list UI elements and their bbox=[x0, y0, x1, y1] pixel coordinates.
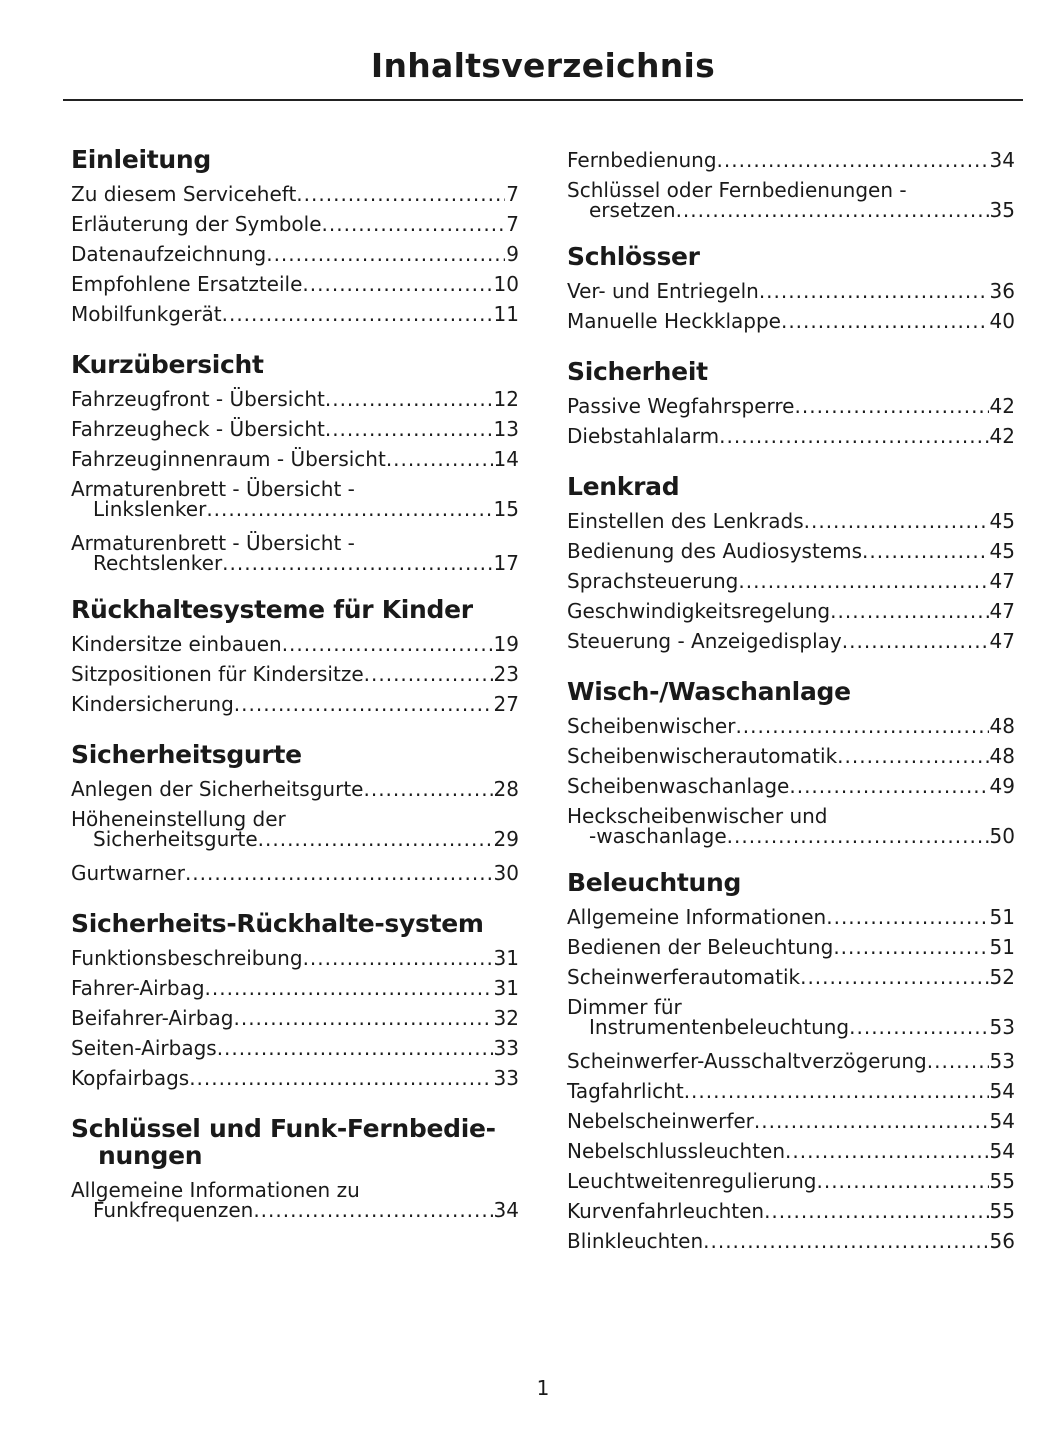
toc-section bbox=[71, 351, 519, 574]
dot-leader bbox=[816, 1166, 988, 1196]
entry-title-continued: Funkfrequenzen bbox=[93, 1198, 254, 1222]
toc-entry[interactable] bbox=[567, 391, 1015, 421]
entry-title: Kurvenfahrleuchten bbox=[567, 1199, 765, 1223]
dot-leader bbox=[759, 276, 989, 306]
toc-entry[interactable] bbox=[567, 771, 1015, 801]
entry-row bbox=[71, 239, 519, 269]
entry-page: 19 bbox=[493, 632, 519, 656]
entry-page: 55 bbox=[989, 1169, 1015, 1193]
dot-leader bbox=[727, 825, 989, 847]
entry-title: Passive Wegfahrsperre bbox=[567, 394, 795, 418]
entry-title: Steuerung - Anzeigedisplay bbox=[567, 629, 842, 653]
section-heading: Beleuchtung bbox=[567, 868, 742, 897]
toc-entry[interactable] bbox=[567, 276, 1015, 306]
dot-leader bbox=[800, 962, 988, 992]
entry-page: 48 bbox=[989, 744, 1015, 768]
entry-title: Sprachsteuerung bbox=[567, 569, 739, 593]
entry-row bbox=[567, 1136, 1015, 1166]
entry-title: Kopfairbags bbox=[71, 1066, 190, 1090]
entry-title: Zu diesem Serviceheft bbox=[71, 182, 297, 206]
entry-title: Geschwindigkeitsregelung bbox=[567, 599, 831, 623]
dot-leader bbox=[927, 1046, 989, 1076]
toc-entry[interactable] bbox=[567, 711, 1015, 741]
toc-left-column bbox=[71, 146, 519, 1243]
toc-section bbox=[567, 678, 1015, 847]
entry-title: Scheibenwaschanlage bbox=[567, 774, 790, 798]
entry-row bbox=[567, 1046, 1015, 1076]
section-heading: Kurzübersicht bbox=[71, 350, 264, 379]
entry-title: Höheneinstellung der bbox=[71, 807, 286, 831]
toc-right-column bbox=[567, 145, 1015, 1278]
toc-entry[interactable] bbox=[71, 689, 519, 719]
toc-entry[interactable] bbox=[71, 629, 519, 659]
dot-leader bbox=[322, 209, 506, 239]
entry-page: 10 bbox=[493, 272, 519, 296]
dot-leader bbox=[795, 391, 989, 421]
dot-leader bbox=[785, 1136, 989, 1166]
toc-entry[interactable] bbox=[71, 804, 519, 850]
entry-page: 7 bbox=[506, 182, 519, 206]
toc-entry[interactable] bbox=[567, 421, 1015, 451]
entry-row bbox=[71, 858, 519, 888]
entry-page: 47 bbox=[989, 629, 1015, 653]
toc-entry[interactable] bbox=[71, 943, 519, 973]
entry-page: 9 bbox=[506, 242, 519, 266]
toc-entry[interactable] bbox=[71, 269, 519, 299]
toc-entry[interactable] bbox=[71, 1063, 519, 1093]
entry-page: 31 bbox=[493, 976, 519, 1000]
toc-section bbox=[567, 869, 1015, 1256]
dot-leader bbox=[189, 1063, 492, 1093]
dot-leader bbox=[206, 498, 492, 520]
entry-title: Diebstahlalarm bbox=[567, 424, 720, 448]
entry-page: 51 bbox=[989, 935, 1015, 959]
entry-row bbox=[567, 741, 1015, 771]
entry-title: Armaturenbrett - Übersicht - bbox=[71, 531, 355, 555]
entry-row bbox=[71, 1063, 519, 1093]
dot-leader bbox=[205, 973, 493, 1003]
dot-leader bbox=[676, 199, 989, 221]
entry-page: 15 bbox=[493, 497, 519, 521]
entry-row bbox=[567, 506, 1015, 536]
entry-row bbox=[567, 1076, 1015, 1106]
entry-title: Fahrer-Airbag bbox=[71, 976, 205, 1000]
toc-entry[interactable] bbox=[71, 414, 519, 444]
section-heading: Schlösser bbox=[567, 242, 700, 271]
dot-leader bbox=[222, 299, 493, 329]
entry-title: Dimmer für bbox=[567, 995, 682, 1019]
entry-title-continued: Rechtslenker bbox=[93, 551, 223, 575]
entry-continuation-row bbox=[71, 552, 519, 574]
entry-title: Schlüssel oder Fernbedienungen - bbox=[567, 178, 907, 202]
dot-leader bbox=[363, 774, 492, 804]
entry-page: 49 bbox=[989, 774, 1015, 798]
entry-page: 54 bbox=[989, 1079, 1015, 1103]
dot-leader bbox=[719, 421, 988, 451]
section-heading: Einleitung bbox=[71, 145, 211, 174]
dot-leader bbox=[222, 552, 492, 574]
dot-leader bbox=[789, 771, 988, 801]
toc-entry[interactable] bbox=[567, 1196, 1015, 1226]
toc-entry[interactable] bbox=[567, 566, 1015, 596]
entry-page: 23 bbox=[493, 662, 519, 686]
entry-row bbox=[567, 391, 1015, 421]
entry-page: 33 bbox=[493, 1066, 519, 1090]
toc-section bbox=[71, 146, 519, 329]
entry-page: 56 bbox=[989, 1229, 1015, 1253]
toc-entry[interactable] bbox=[567, 596, 1015, 626]
entry-title: Fernbedienung bbox=[567, 148, 717, 172]
dot-leader bbox=[804, 506, 989, 536]
toc-entry[interactable] bbox=[567, 1106, 1015, 1136]
dot-leader bbox=[302, 269, 492, 299]
entry-title-continued: Linkslenker bbox=[93, 497, 207, 521]
entry-title-continued: Sicherheitsgurte bbox=[93, 827, 258, 851]
entry-title: Bedienung des Audiosystems bbox=[567, 539, 863, 563]
entry-page: 55 bbox=[989, 1199, 1015, 1223]
entry-title: Sitzpositionen für Kindersitze bbox=[71, 662, 364, 686]
toc-section bbox=[567, 145, 1015, 221]
entry-title: Seiten-Airbags bbox=[71, 1036, 217, 1060]
toc-section bbox=[567, 473, 1015, 656]
entry-title: Nebelschlussleuchten bbox=[567, 1139, 786, 1163]
entry-title: Mobilfunkgerät bbox=[71, 302, 222, 326]
section-heading: Sicherheits-Rückhalte-system bbox=[71, 909, 484, 938]
entry-title: Fahrzeugheck - Übersicht bbox=[71, 417, 325, 441]
toc-section bbox=[71, 1115, 519, 1221]
entry-page: 17 bbox=[493, 551, 519, 575]
dot-leader bbox=[185, 858, 493, 888]
entry-title: Anlegen der Sicherheitsgurte bbox=[71, 777, 364, 801]
entry-row bbox=[71, 659, 519, 689]
entry-row bbox=[71, 629, 519, 659]
entry-page: 45 bbox=[989, 509, 1015, 533]
toc-entry[interactable] bbox=[567, 306, 1015, 336]
entry-title: Heckscheibenwischer und bbox=[567, 804, 828, 828]
entry-title: Manuelle Heckklappe bbox=[567, 309, 781, 333]
toc-entry[interactable] bbox=[71, 659, 519, 689]
toc-entry[interactable] bbox=[71, 179, 519, 209]
title-rule bbox=[63, 99, 1023, 101]
entry-page: 35 bbox=[989, 198, 1015, 222]
entry-title: Empfohlene Ersatzteile bbox=[71, 272, 303, 296]
entry-page: 40 bbox=[989, 309, 1015, 333]
dot-leader bbox=[826, 902, 988, 932]
entry-page: 47 bbox=[989, 569, 1015, 593]
entry-row bbox=[567, 566, 1015, 596]
entry-title: Armaturenbrett - Übersicht - bbox=[71, 477, 355, 501]
toc-entry[interactable] bbox=[71, 973, 519, 1003]
entry-page: 47 bbox=[989, 599, 1015, 623]
toc-entry[interactable] bbox=[567, 992, 1015, 1038]
section-heading: Lenkrad bbox=[567, 472, 680, 501]
entry-row bbox=[567, 306, 1015, 336]
entry-page: 54 bbox=[989, 1139, 1015, 1163]
entry-title-continued: ersetzen bbox=[589, 198, 676, 222]
entry-row bbox=[567, 596, 1015, 626]
entry-page: 34 bbox=[989, 148, 1015, 172]
entry-row bbox=[71, 774, 519, 804]
entry-title: Leuchtweitenregulierung bbox=[567, 1169, 817, 1193]
page-number: 1 bbox=[536, 1376, 550, 1400]
toc-entry[interactable] bbox=[71, 209, 519, 239]
entry-page: 27 bbox=[493, 692, 519, 716]
entry-row bbox=[567, 145, 1015, 175]
entry-title: Allgemeine Informationen bbox=[567, 905, 827, 929]
entry-row bbox=[71, 1003, 519, 1033]
toc-entry[interactable] bbox=[567, 1136, 1015, 1166]
entry-page: 30 bbox=[493, 861, 519, 885]
entry-page: 36 bbox=[989, 279, 1015, 303]
toc-section bbox=[71, 741, 519, 888]
entry-row bbox=[71, 209, 519, 239]
entry-row bbox=[567, 1196, 1015, 1226]
dot-leader bbox=[296, 179, 505, 209]
toc-entry[interactable] bbox=[567, 962, 1015, 992]
dot-leader bbox=[364, 659, 493, 689]
toc-entry[interactable] bbox=[567, 626, 1015, 656]
entry-page: 34 bbox=[493, 1198, 519, 1222]
entry-page: 11 bbox=[493, 302, 519, 326]
entry-title: Fahrzeugfront - Übersicht bbox=[71, 387, 325, 411]
entry-title: Bedienen der Beleuchtung bbox=[567, 935, 834, 959]
entry-row bbox=[71, 943, 519, 973]
entry-row bbox=[567, 711, 1015, 741]
page-title: Inhaltsverzeichnis bbox=[370, 46, 716, 85]
entry-page: 28 bbox=[493, 777, 519, 801]
dot-leader bbox=[684, 1076, 989, 1106]
entry-page: 33 bbox=[493, 1036, 519, 1060]
entry-row bbox=[71, 444, 519, 474]
entry-row bbox=[567, 771, 1015, 801]
entry-title: Scheinwerfer-Ausschaltverzögerung bbox=[567, 1049, 927, 1073]
dot-leader bbox=[717, 145, 989, 175]
entry-title: Kindersicherung bbox=[71, 692, 234, 716]
dot-leader bbox=[386, 444, 493, 474]
dot-leader bbox=[234, 689, 493, 719]
entry-row bbox=[71, 179, 519, 209]
dot-leader bbox=[253, 1199, 492, 1221]
entry-row bbox=[71, 384, 519, 414]
toc-entry[interactable] bbox=[567, 1166, 1015, 1196]
dot-leader bbox=[233, 1003, 492, 1033]
entry-continuation-row bbox=[567, 825, 1015, 847]
dot-leader bbox=[833, 932, 988, 962]
entry-row bbox=[567, 1166, 1015, 1196]
entry-title: Gurtwarner bbox=[71, 861, 185, 885]
toc-entry[interactable] bbox=[567, 506, 1015, 536]
dot-leader bbox=[325, 384, 493, 414]
entry-title: Datenaufzeichnung bbox=[71, 242, 267, 266]
entry-row bbox=[567, 536, 1015, 566]
dot-leader bbox=[764, 1196, 988, 1226]
toc-entry[interactable] bbox=[71, 1033, 519, 1063]
entry-continuation-row bbox=[567, 199, 1015, 221]
entry-continuation-row bbox=[71, 1199, 519, 1221]
entry-page: 32 bbox=[493, 1006, 519, 1030]
entry-page: 51 bbox=[989, 905, 1015, 929]
entry-title: Blinkleuchten bbox=[567, 1229, 704, 1253]
entry-title: Nebelscheinwerfer bbox=[567, 1109, 754, 1133]
dot-leader bbox=[849, 1016, 988, 1038]
entry-continuation-row bbox=[567, 1016, 1015, 1038]
entry-row bbox=[71, 299, 519, 329]
entry-page: 42 bbox=[989, 394, 1015, 418]
entry-page: 12 bbox=[493, 387, 519, 411]
dot-leader bbox=[738, 566, 988, 596]
entry-row bbox=[71, 689, 519, 719]
toc-section bbox=[567, 358, 1015, 451]
toc-section bbox=[71, 910, 519, 1093]
section-heading: Schlüssel und Funk-Fernbedie-nungen bbox=[71, 1114, 496, 1170]
entry-row bbox=[567, 1106, 1015, 1136]
toc-entry[interactable] bbox=[567, 145, 1015, 175]
toc-entry[interactable] bbox=[567, 175, 1015, 221]
entry-title: Beifahrer-Airbag bbox=[71, 1006, 234, 1030]
entry-page: 53 bbox=[989, 1015, 1015, 1039]
toc-entry[interactable] bbox=[567, 741, 1015, 771]
section-heading: Wisch-/Waschanlage bbox=[567, 677, 851, 706]
entry-title: Scheinwerferautomatik bbox=[567, 965, 801, 989]
entry-title: Allgemeine Informationen zu bbox=[71, 1178, 360, 1202]
entry-page: 50 bbox=[989, 824, 1015, 848]
toc-entry[interactable] bbox=[71, 299, 519, 329]
section-heading: Sicherheitsgurte bbox=[71, 740, 302, 769]
entry-title: Einstellen des Lenkrads bbox=[567, 509, 804, 533]
dot-leader bbox=[781, 306, 989, 336]
entry-page: 14 bbox=[493, 447, 519, 471]
entry-row bbox=[567, 962, 1015, 992]
toc-section bbox=[567, 243, 1015, 336]
section-heading: Sicherheit bbox=[567, 357, 708, 386]
toc-entry[interactable] bbox=[567, 1226, 1015, 1256]
dot-leader bbox=[258, 828, 493, 850]
dot-leader bbox=[325, 414, 493, 444]
entry-title-continued: -waschanlage bbox=[589, 824, 727, 848]
dot-leader bbox=[830, 596, 988, 626]
dot-leader bbox=[266, 239, 505, 269]
entry-page: 29 bbox=[493, 827, 519, 851]
entry-title: Scheibenwischer bbox=[567, 714, 736, 738]
entry-title-continued: Instrumentenbeleuchtung bbox=[589, 1015, 850, 1039]
entry-row bbox=[567, 421, 1015, 451]
entry-page: 52 bbox=[989, 965, 1015, 989]
entry-title: Fahrzeuginnenraum - Übersicht bbox=[71, 447, 386, 471]
toc-entry[interactable] bbox=[71, 858, 519, 888]
toc-entry[interactable] bbox=[71, 1175, 519, 1221]
entry-row bbox=[567, 932, 1015, 962]
entry-page: 53 bbox=[989, 1049, 1015, 1073]
entry-title: Erläuterung der Symbole bbox=[71, 212, 322, 236]
toc-entry[interactable] bbox=[567, 801, 1015, 847]
toc-entry[interactable] bbox=[71, 444, 519, 474]
toc-entry[interactable] bbox=[567, 932, 1015, 962]
toc-entry[interactable] bbox=[71, 474, 519, 520]
dot-leader bbox=[282, 629, 493, 659]
toc-entry[interactable] bbox=[71, 528, 519, 574]
entry-page: 48 bbox=[989, 714, 1015, 738]
dot-leader bbox=[303, 943, 493, 973]
entry-row bbox=[567, 626, 1015, 656]
entry-continuation-row bbox=[71, 828, 519, 850]
dot-leader bbox=[754, 1106, 989, 1136]
entry-row bbox=[567, 902, 1015, 932]
section-heading: Rückhaltesysteme für Kinder bbox=[71, 595, 473, 624]
entry-row bbox=[71, 1033, 519, 1063]
entry-row bbox=[71, 414, 519, 444]
toc-section bbox=[71, 596, 519, 719]
entry-title: Tagfahrlicht bbox=[567, 1079, 684, 1103]
toc-entry[interactable] bbox=[567, 536, 1015, 566]
toc-entry[interactable] bbox=[567, 1076, 1015, 1106]
entry-row bbox=[567, 1226, 1015, 1256]
entry-row bbox=[567, 276, 1015, 306]
dot-leader bbox=[217, 1033, 493, 1063]
entry-row bbox=[71, 973, 519, 1003]
entry-page: 7 bbox=[506, 212, 519, 236]
entry-page: 42 bbox=[989, 424, 1015, 448]
entry-page: 54 bbox=[989, 1109, 1015, 1133]
entry-row bbox=[71, 269, 519, 299]
entry-title: Ver- und Entriegeln bbox=[567, 279, 759, 303]
toc-entry[interactable] bbox=[71, 1003, 519, 1033]
entry-page: 45 bbox=[989, 539, 1015, 563]
toc-entry[interactable] bbox=[567, 1046, 1015, 1076]
toc-entry[interactable] bbox=[71, 384, 519, 414]
toc-entry[interactable] bbox=[567, 902, 1015, 932]
entry-title: Funktionsbeschreibung bbox=[71, 946, 303, 970]
entry-page: 31 bbox=[493, 946, 519, 970]
entry-title: Kindersitze einbauen bbox=[71, 632, 282, 656]
entry-page: 13 bbox=[493, 417, 519, 441]
dot-leader bbox=[862, 536, 989, 566]
dot-leader bbox=[842, 626, 989, 656]
entry-title: Scheibenwischerautomatik bbox=[567, 744, 838, 768]
dot-leader bbox=[735, 711, 988, 741]
entry-continuation-row bbox=[71, 498, 519, 520]
toc-entry[interactable] bbox=[71, 239, 519, 269]
dot-leader bbox=[837, 741, 988, 771]
dot-leader bbox=[703, 1226, 988, 1256]
toc-entry[interactable] bbox=[71, 774, 519, 804]
